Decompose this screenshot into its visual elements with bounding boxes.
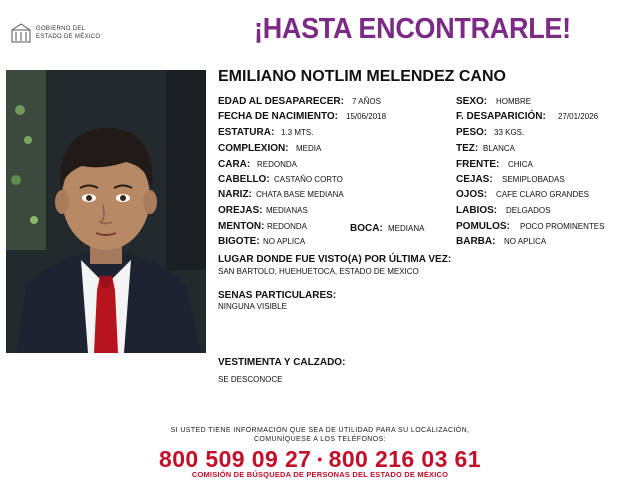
field-label-disappearance-date: F. DESAPARICIÓN: bbox=[456, 111, 546, 122]
phone-number-2[interactable]: 800 216 03 61 bbox=[328, 446, 481, 472]
headline: ¡HASTA ENCONTRARLE! bbox=[254, 13, 571, 45]
info-text-line2: COMUNÍQUESE A LOS TELÉFONOS: bbox=[253, 436, 387, 443]
field-label-mustache: BIGOTE: bbox=[218, 236, 260, 247]
field-value-complexion: BLANCA bbox=[483, 144, 516, 153]
distinguishing-marks-label: SENAS PARTICULARES: bbox=[218, 290, 337, 301]
phone-number-1[interactable]: 800 509 09 27 bbox=[159, 446, 312, 472]
field-label-age: EDAD AL DESAPARECER: bbox=[218, 96, 344, 107]
field-label-height: ESTATURA: bbox=[218, 127, 275, 138]
last-seen-value: SAN BARTOLO, HUEHUETOCA, ESTADO DE MEXICO bbox=[218, 267, 419, 276]
field-value-lips: DELGADOS bbox=[506, 206, 551, 215]
logo-text-line1: GOBIERNO DEL bbox=[36, 26, 86, 32]
field-value-age: 7 AÑOS bbox=[352, 97, 381, 106]
field-label-forehead: FRENTE: bbox=[456, 159, 500, 170]
field-label-beard: BARBA: bbox=[456, 236, 496, 247]
field-value-eyebrows: SEMIPLOBADAS bbox=[502, 175, 565, 184]
government-logo bbox=[10, 22, 120, 46]
field-label-build: COMPLEXION: bbox=[218, 143, 289, 154]
info-text-line1: SI USTED TIENE INFORMACIÓN QUE SEA DE UTILIDAD PARA SU LOCALIZACIÓN, bbox=[170, 427, 470, 434]
field-label-complexion: TEZ: bbox=[456, 143, 479, 154]
field-label-face: CARA: bbox=[218, 159, 251, 170]
field-value-eyes: CAFE CLARO GRANDES bbox=[496, 190, 589, 199]
phone-numbers bbox=[0, 446, 640, 473]
field-value-disappearance-date: 27/01/2026 bbox=[558, 112, 599, 121]
field-label-mouth: BOCA: bbox=[350, 223, 383, 234]
field-value-chin: REDONDA bbox=[267, 222, 308, 231]
portrait-illustration bbox=[6, 70, 206, 353]
field-label-eyebrows: CEJAS: bbox=[456, 174, 493, 185]
distinguishing-marks-value: NINGUNA VISIBLE bbox=[218, 302, 287, 311]
field-value-ears: MEDIANAS bbox=[266, 206, 308, 215]
field-value-mouth: MEDIANA bbox=[388, 224, 425, 233]
field-label-eyes: OJOS: bbox=[456, 189, 488, 200]
phone-separator: • bbox=[317, 451, 323, 467]
field-value-forehead: CHICA bbox=[508, 160, 533, 169]
field-label-birthdate: FECHA DE NACIMIENTO: bbox=[218, 111, 338, 122]
field-value-weight: 33 KGS. bbox=[494, 128, 525, 137]
field-label-sex: SEXO: bbox=[456, 96, 488, 107]
field-value-height: 1.3 MTS. bbox=[281, 128, 314, 137]
field-value-nose: CHATA BASE MEDIANA bbox=[256, 190, 344, 199]
field-label-hair: CABELLO: bbox=[218, 174, 270, 185]
field-value-build: MEDIA bbox=[296, 144, 322, 153]
field-value-cheekbones: POCO PROMINENTES bbox=[520, 222, 605, 231]
field-label-lips: LABIOS: bbox=[456, 205, 498, 216]
person-name: EMILIANO NOTLIM MELENDEZ CANO bbox=[218, 68, 506, 85]
field-value-sex: HOMBRE bbox=[496, 97, 532, 106]
clothing-label: VESTIMENTA Y CALZADO: bbox=[218, 357, 346, 368]
state-seal-icon bbox=[10, 22, 32, 44]
field-value-face: REDONDA bbox=[257, 160, 298, 169]
field-label-weight: PESO: bbox=[456, 127, 488, 138]
field-value-hair: CASTAÑO CORTO bbox=[274, 175, 343, 184]
field-label-ears: OREJAS: bbox=[218, 205, 263, 216]
missing-person-photo bbox=[6, 70, 206, 353]
logo-text-line2: ESTADO DE MÉXICO bbox=[36, 34, 101, 40]
field-value-mustache: NO APLICA bbox=[263, 237, 306, 246]
field-label-chin: MENTON: bbox=[218, 221, 265, 232]
field-label-nose: NARIZ: bbox=[218, 189, 252, 200]
field-value-birthdate: 15/06/2018 bbox=[346, 112, 387, 121]
field-label-cheekbones: POMULOS: bbox=[456, 221, 510, 232]
clothing-value: SE DESCONOCE bbox=[218, 375, 283, 384]
field-value-beard: NO APLICA bbox=[504, 237, 547, 246]
last-seen-label: LUGAR DONDE FUE VISTO(A) POR ÚLTIMA VEZ: bbox=[218, 254, 452, 265]
commission-name: COMISIÓN DE BÚSQUEDA DE PERSONAS DEL ESTADO DE MÉXICO bbox=[191, 470, 449, 479]
